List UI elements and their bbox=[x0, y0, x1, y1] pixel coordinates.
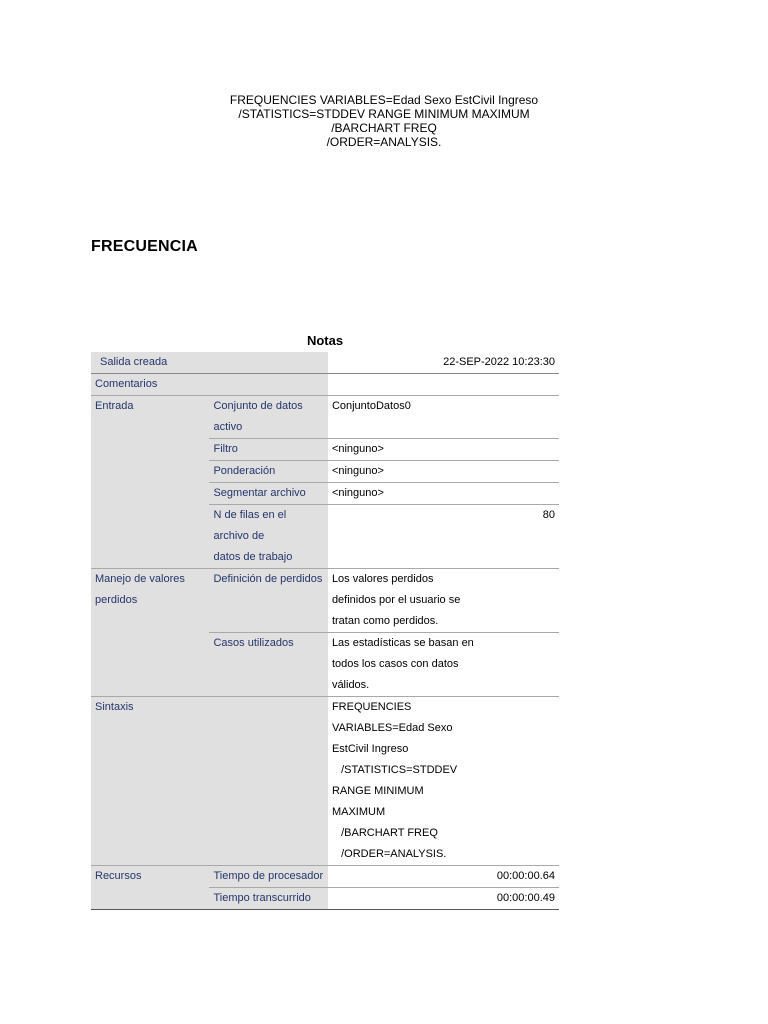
value-line: válidos. bbox=[331, 679, 370, 691]
table-row bbox=[91, 374, 559, 396]
processor-time-label: Tiempo de procesador bbox=[209, 866, 327, 888]
table-row bbox=[91, 569, 559, 633]
value-line: /STATISTICS=STDDEV bbox=[331, 764, 458, 776]
value-line: EstCivil Ingreso bbox=[331, 743, 409, 755]
row-label-comments: Comentarios bbox=[91, 374, 328, 396]
syntax-line: /STATISTICS=STDDEV RANGE MINIMUM MAXIMUM bbox=[238, 107, 530, 121]
value-line: VARIABLES=Edad Sexo bbox=[331, 722, 453, 734]
table-row bbox=[91, 396, 559, 439]
value-line: MAXIMUM bbox=[331, 806, 386, 818]
weight-label: Ponderación bbox=[209, 461, 327, 483]
elapsed-time-value: 00:00:00.49 bbox=[328, 888, 559, 910]
missing-definition-value bbox=[328, 569, 559, 633]
value-line: definidos por el usuario se bbox=[331, 594, 461, 606]
n-rows-value: 80 bbox=[328, 505, 559, 569]
syntax-line: FREQUENCIES VARIABLES=Edad Sexo EstCivil Ingreso bbox=[229, 93, 539, 107]
active-dataset-label: Conjunto de datos activo bbox=[209, 396, 327, 439]
split-file-label: Segmentar archivo bbox=[209, 483, 327, 505]
cases-used-label: Casos utilizados bbox=[209, 633, 327, 697]
row-label-missing-values: Manejo de valores perdidos bbox=[91, 569, 209, 697]
value-line: /ORDER=ANALYSIS. bbox=[331, 848, 447, 860]
value-line: Las estadísticas se basan en bbox=[331, 637, 474, 649]
row-label-resources: Recursos bbox=[91, 866, 209, 910]
row-label-output-created: Salida creada bbox=[91, 352, 328, 374]
syntax-value bbox=[328, 697, 559, 866]
value-line: /BARCHART FREQ bbox=[331, 827, 438, 839]
n-rows-label-line: N de filas en el archivo de bbox=[213, 509, 287, 542]
missing-definition-label: Definición de perdidos bbox=[209, 569, 327, 633]
syntax-block bbox=[0, 93, 768, 149]
value-line: FREQUENCIES bbox=[331, 701, 412, 713]
table-row bbox=[91, 866, 559, 888]
processor-time-value: 00:00:00.64 bbox=[328, 866, 559, 888]
split-file-value: <ninguno> bbox=[328, 483, 559, 505]
row-label-syntax: Sintaxis bbox=[91, 697, 209, 866]
syntax-line: /BARCHART FREQ bbox=[331, 121, 437, 135]
n-rows-label-line: datos de trabajo bbox=[213, 551, 293, 563]
n-rows-label bbox=[209, 505, 327, 569]
comments-value bbox=[328, 374, 559, 396]
table-row bbox=[91, 352, 559, 374]
value-line: RANGE MINIMUM bbox=[331, 785, 424, 797]
notes-table-title: Notas bbox=[306, 333, 344, 348]
syntax-empty-cell bbox=[209, 697, 327, 866]
output-created-value: 22-SEP-2022 10:23:30 bbox=[328, 352, 559, 374]
value-line: Los valores perdidos bbox=[331, 573, 434, 585]
table-row bbox=[91, 697, 559, 866]
value-line: todos los casos con datos bbox=[331, 658, 459, 670]
filter-value: <ninguno> bbox=[328, 439, 559, 461]
syntax-line: /ORDER=ANALYSIS. bbox=[326, 135, 442, 149]
elapsed-time-label: Tiempo transcurrido bbox=[209, 888, 327, 910]
row-label-input: Entrada bbox=[91, 396, 209, 569]
value-line: tratan como perdidos. bbox=[331, 615, 439, 627]
weight-value: <ninguno> bbox=[328, 461, 559, 483]
active-dataset-value: ConjuntoDatos0 bbox=[328, 396, 559, 439]
cases-used-value bbox=[328, 633, 559, 697]
section-heading: FRECUENCIA bbox=[91, 238, 198, 255]
notes-table bbox=[91, 352, 559, 910]
filter-label: Filtro bbox=[209, 439, 327, 461]
